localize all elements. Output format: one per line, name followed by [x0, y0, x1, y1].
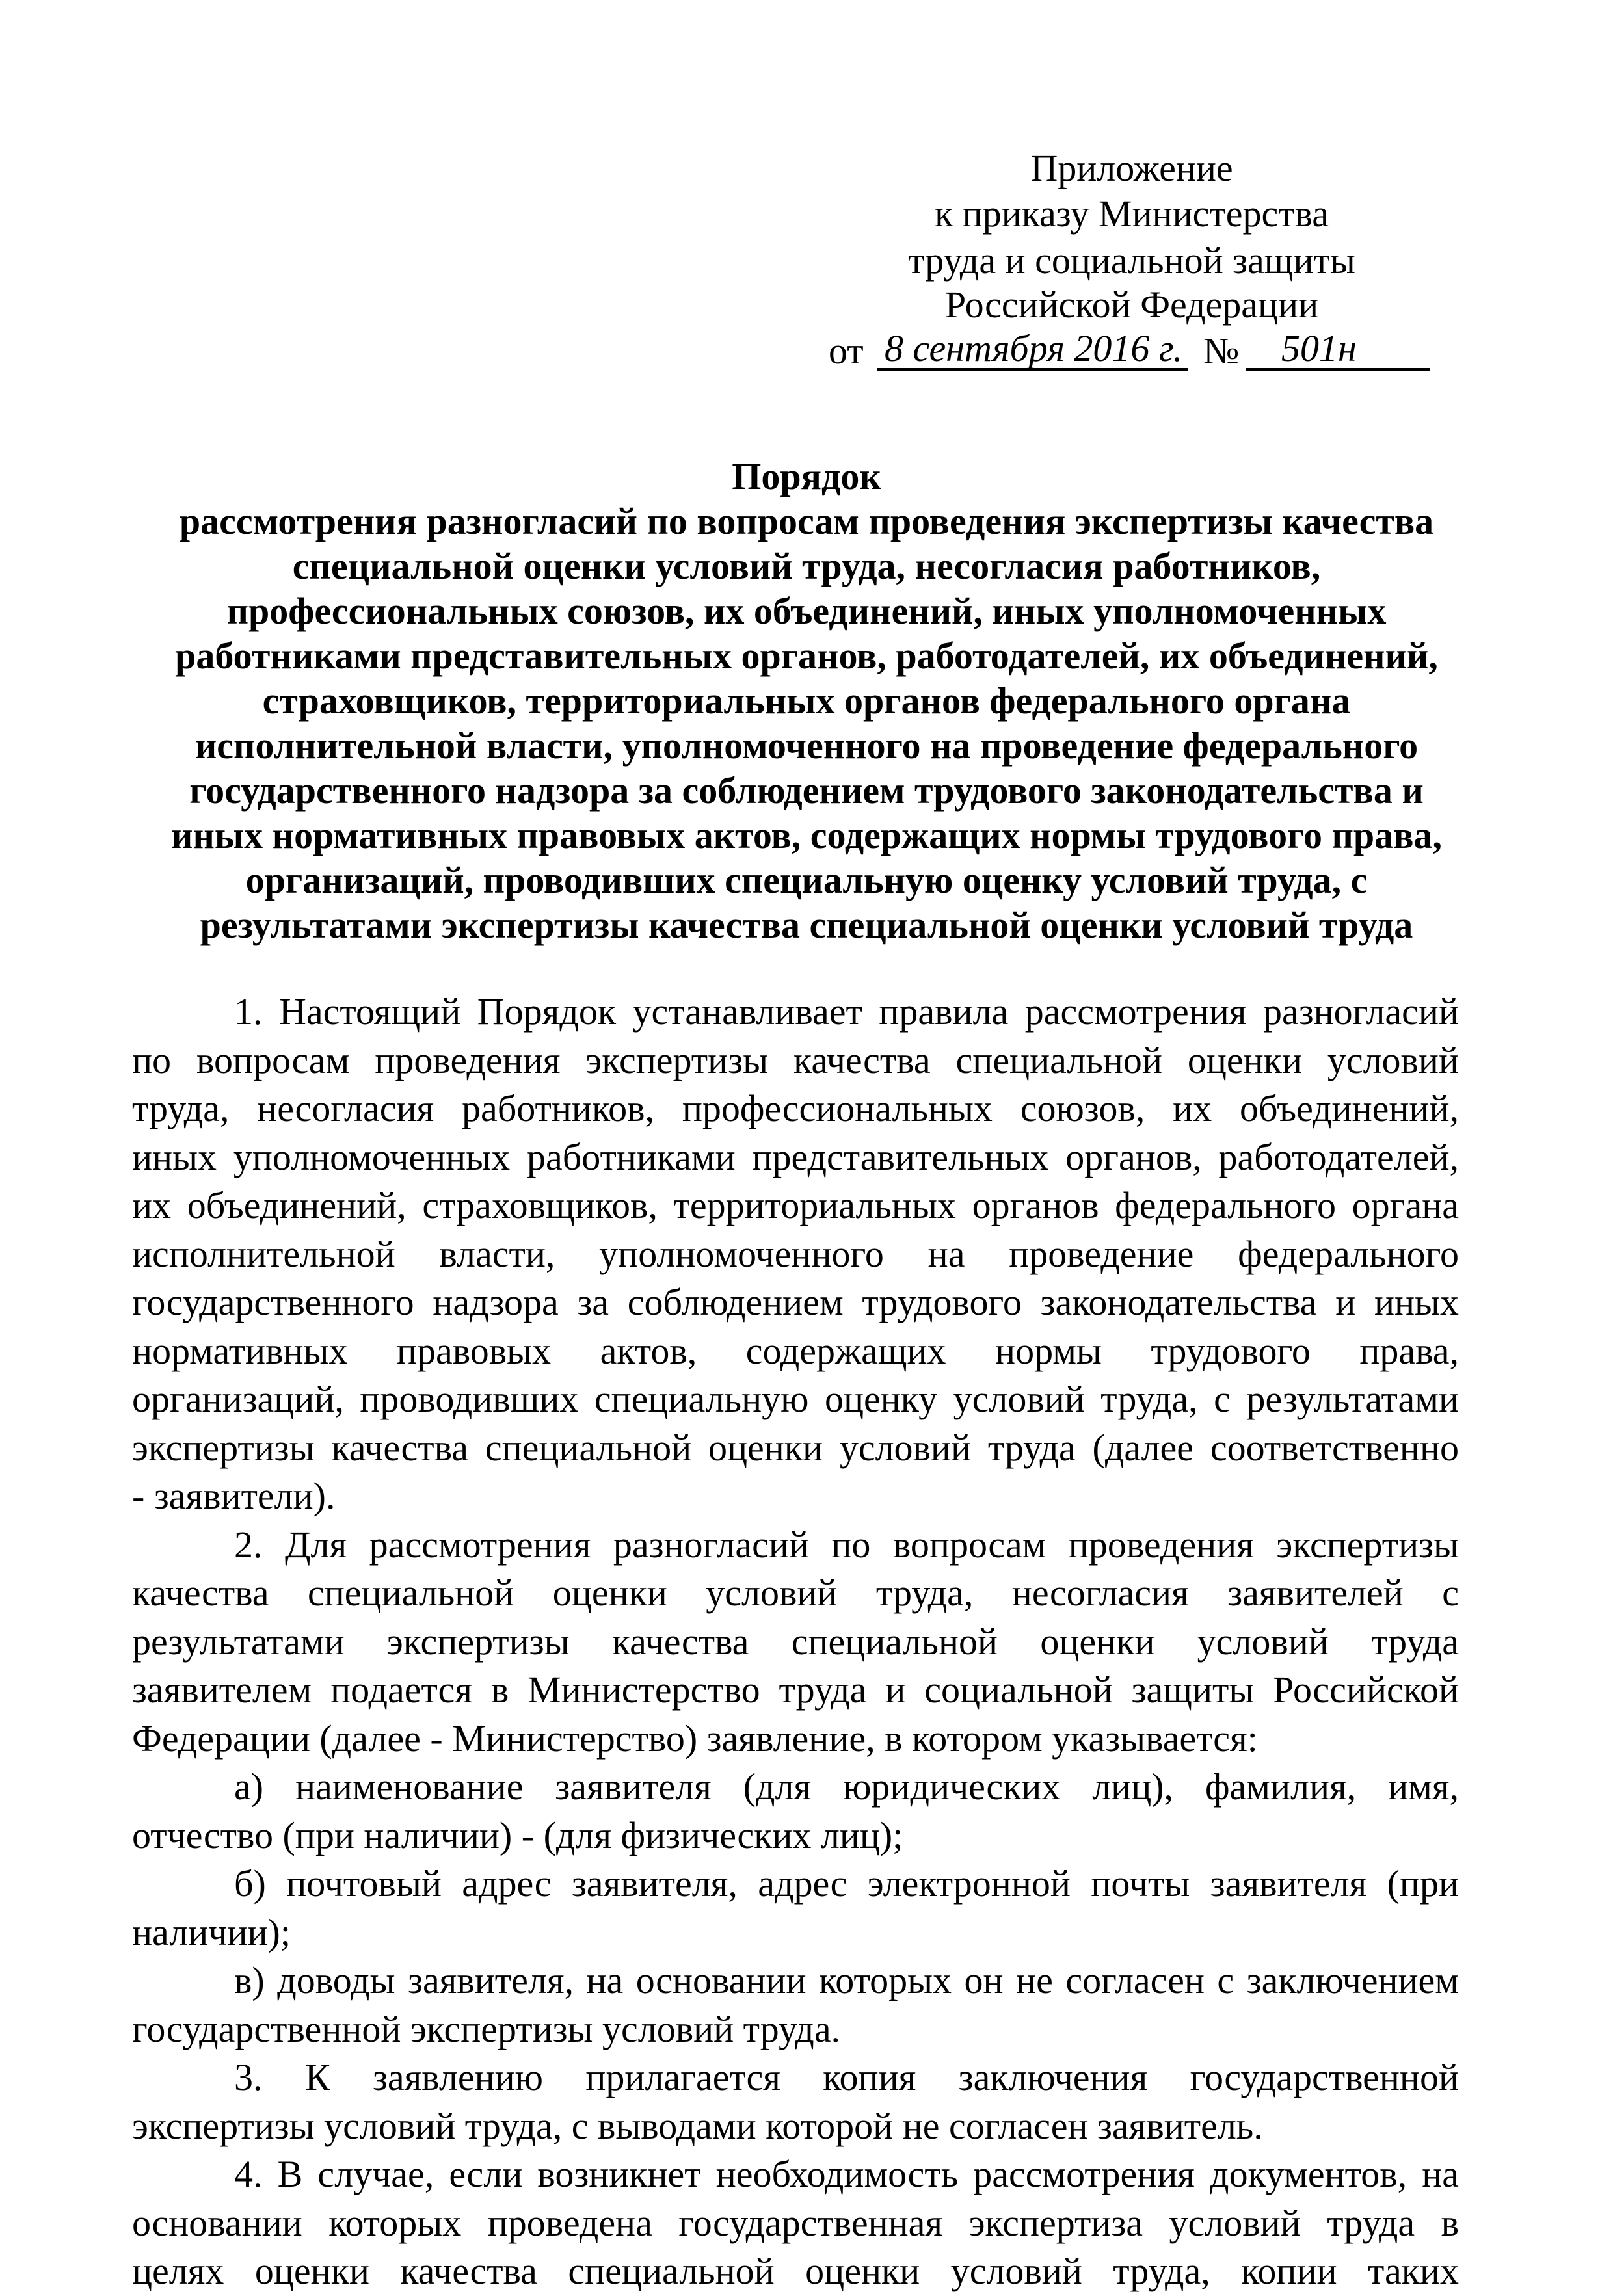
paragraph-1-line: экспертизы качества специальной оценки условий труда (далее соответственно: [132, 1426, 1459, 1469]
title-line: иных нормативных правовых актов, содержащих нормы трудового права,: [171, 814, 1442, 856]
paragraph-2-line: качества специальной оценки условий труда, несогласия заявителей с: [132, 1572, 1459, 1614]
title-line: работниками представительных органов, работодателей, их объединений,: [175, 635, 1438, 677]
paragraph-4-line: целях оценки качества специальной оценки условий труда, копии таких: [132, 2250, 1459, 2292]
item-a-line: а) наименование заявителя (для юридических лиц), фамилия, имя,: [234, 1765, 1459, 1808]
title-line: исполнительной власти, уполномоченного на проведение федерального: [194, 724, 1419, 767]
title-heading: Порядок: [732, 455, 881, 497]
paragraph-1-line: государственного надзора за соблюдением трудового законодательства и иных: [132, 1281, 1459, 1323]
title-line: результатами экспертизы качества специальной оценки условий труда: [200, 904, 1413, 946]
title-line: организаций, проводивших специальную оценку условий труда, с: [245, 859, 1368, 901]
item-b-line: б) почтовый адрес заявителя, адрес электронной почты заявителя (при: [234, 1862, 1459, 1905]
handwritten-date: 8 сентября 2016 г.: [885, 327, 1183, 369]
document-body: [132, 988, 1459, 2296]
appendix-order-ref: к приказу Министерства: [935, 192, 1329, 235]
item-c-line: государственной экспертизы условий труда.: [132, 2007, 841, 2050]
paragraph-1-line: исполнительной власти, уполномоченного на проведение федерального: [132, 1232, 1459, 1275]
item-c-line: в) доводы заявителя, на основании которых он не согласен с заключением: [234, 1959, 1459, 2001]
date-prefix: от: [829, 330, 864, 372]
title-line: страховщиков, территориальных органов федерального органа: [262, 680, 1351, 722]
item-b-line: наличии);: [132, 1910, 291, 1953]
paragraph-4-line: 4. В случае, если возникнет необходимость рассмотрения документов, на: [234, 2153, 1459, 2195]
paragraph-2-line: заявителем подается в Министерство труда и социальной защиты Российской: [132, 1669, 1459, 1711]
appendix-ministry: труда и социальной защиты: [908, 239, 1355, 282]
paragraph-1-line: - заявители).: [132, 1475, 336, 1517]
paragraph-1-line: по вопросам проведения экспертизы качества специальной оценки условий: [132, 1038, 1459, 1081]
paragraph-3-line: экспертизы условий труда, с выводами которой не согласен заявитель.: [132, 2104, 1263, 2147]
title-line: рассмотрения разногласий по вопросам проведения экспертизы качества: [179, 500, 1434, 542]
appendix-country: Российской Федерации: [944, 284, 1319, 326]
paragraph-2-line: 2. Для рассмотрения разногласий по вопросам проведения экспертизы: [234, 1523, 1459, 1566]
paragraph-1-line: 1. Настоящий Порядок устанавливает правила рассмотрения разногласий: [234, 990, 1459, 1033]
handwritten-number: 501н: [1281, 327, 1357, 369]
paragraph-2-line: результатами экспертизы качества специальной оценки условий труда: [132, 1620, 1459, 1663]
title-line: специальной оценки условий труда, несогласия работников,: [292, 545, 1321, 587]
paragraph-1-line: их объединений, страховщиков, территориальных органов федерального органа: [132, 1184, 1459, 1226]
title-line: государственного надзора за соблюдением трудового законодательства и: [189, 769, 1424, 812]
appendix-label: Приложение: [1030, 147, 1233, 189]
paragraph-2-line: Федерации (далее - Министерство) заявление, в котором указывается:: [132, 1717, 1258, 1760]
title-line: профессиональных союзов, их объединений, иных уполномоченных: [226, 590, 1387, 632]
paragraph-4-line: основании которых проведена государственная экспертиза условий труда в: [132, 2201, 1459, 2244]
paragraph-1-line: иных уполномоченных работниками представительных органов, работодателей,: [132, 1135, 1459, 1178]
item-a-line: отчество (при наличии) - (для физических лиц);: [132, 1814, 903, 1856]
paragraph-3-line: 3. К заявлению прилагается копия заключения государственной: [234, 2056, 1459, 2098]
order-date-line: [826, 325, 1437, 384]
paragraph-1-line: организаций, проводивших специальную оценку условий труда, с результатами: [132, 1378, 1459, 1420]
number-sign: №: [1203, 330, 1240, 372]
paragraph-1-line: нормативных правовых актов, содержащих нормы трудового права,: [132, 1329, 1459, 1372]
paragraph-1-line: труда, несогласия работников, профессиональных союзов, их объединений,: [132, 1087, 1459, 1129]
